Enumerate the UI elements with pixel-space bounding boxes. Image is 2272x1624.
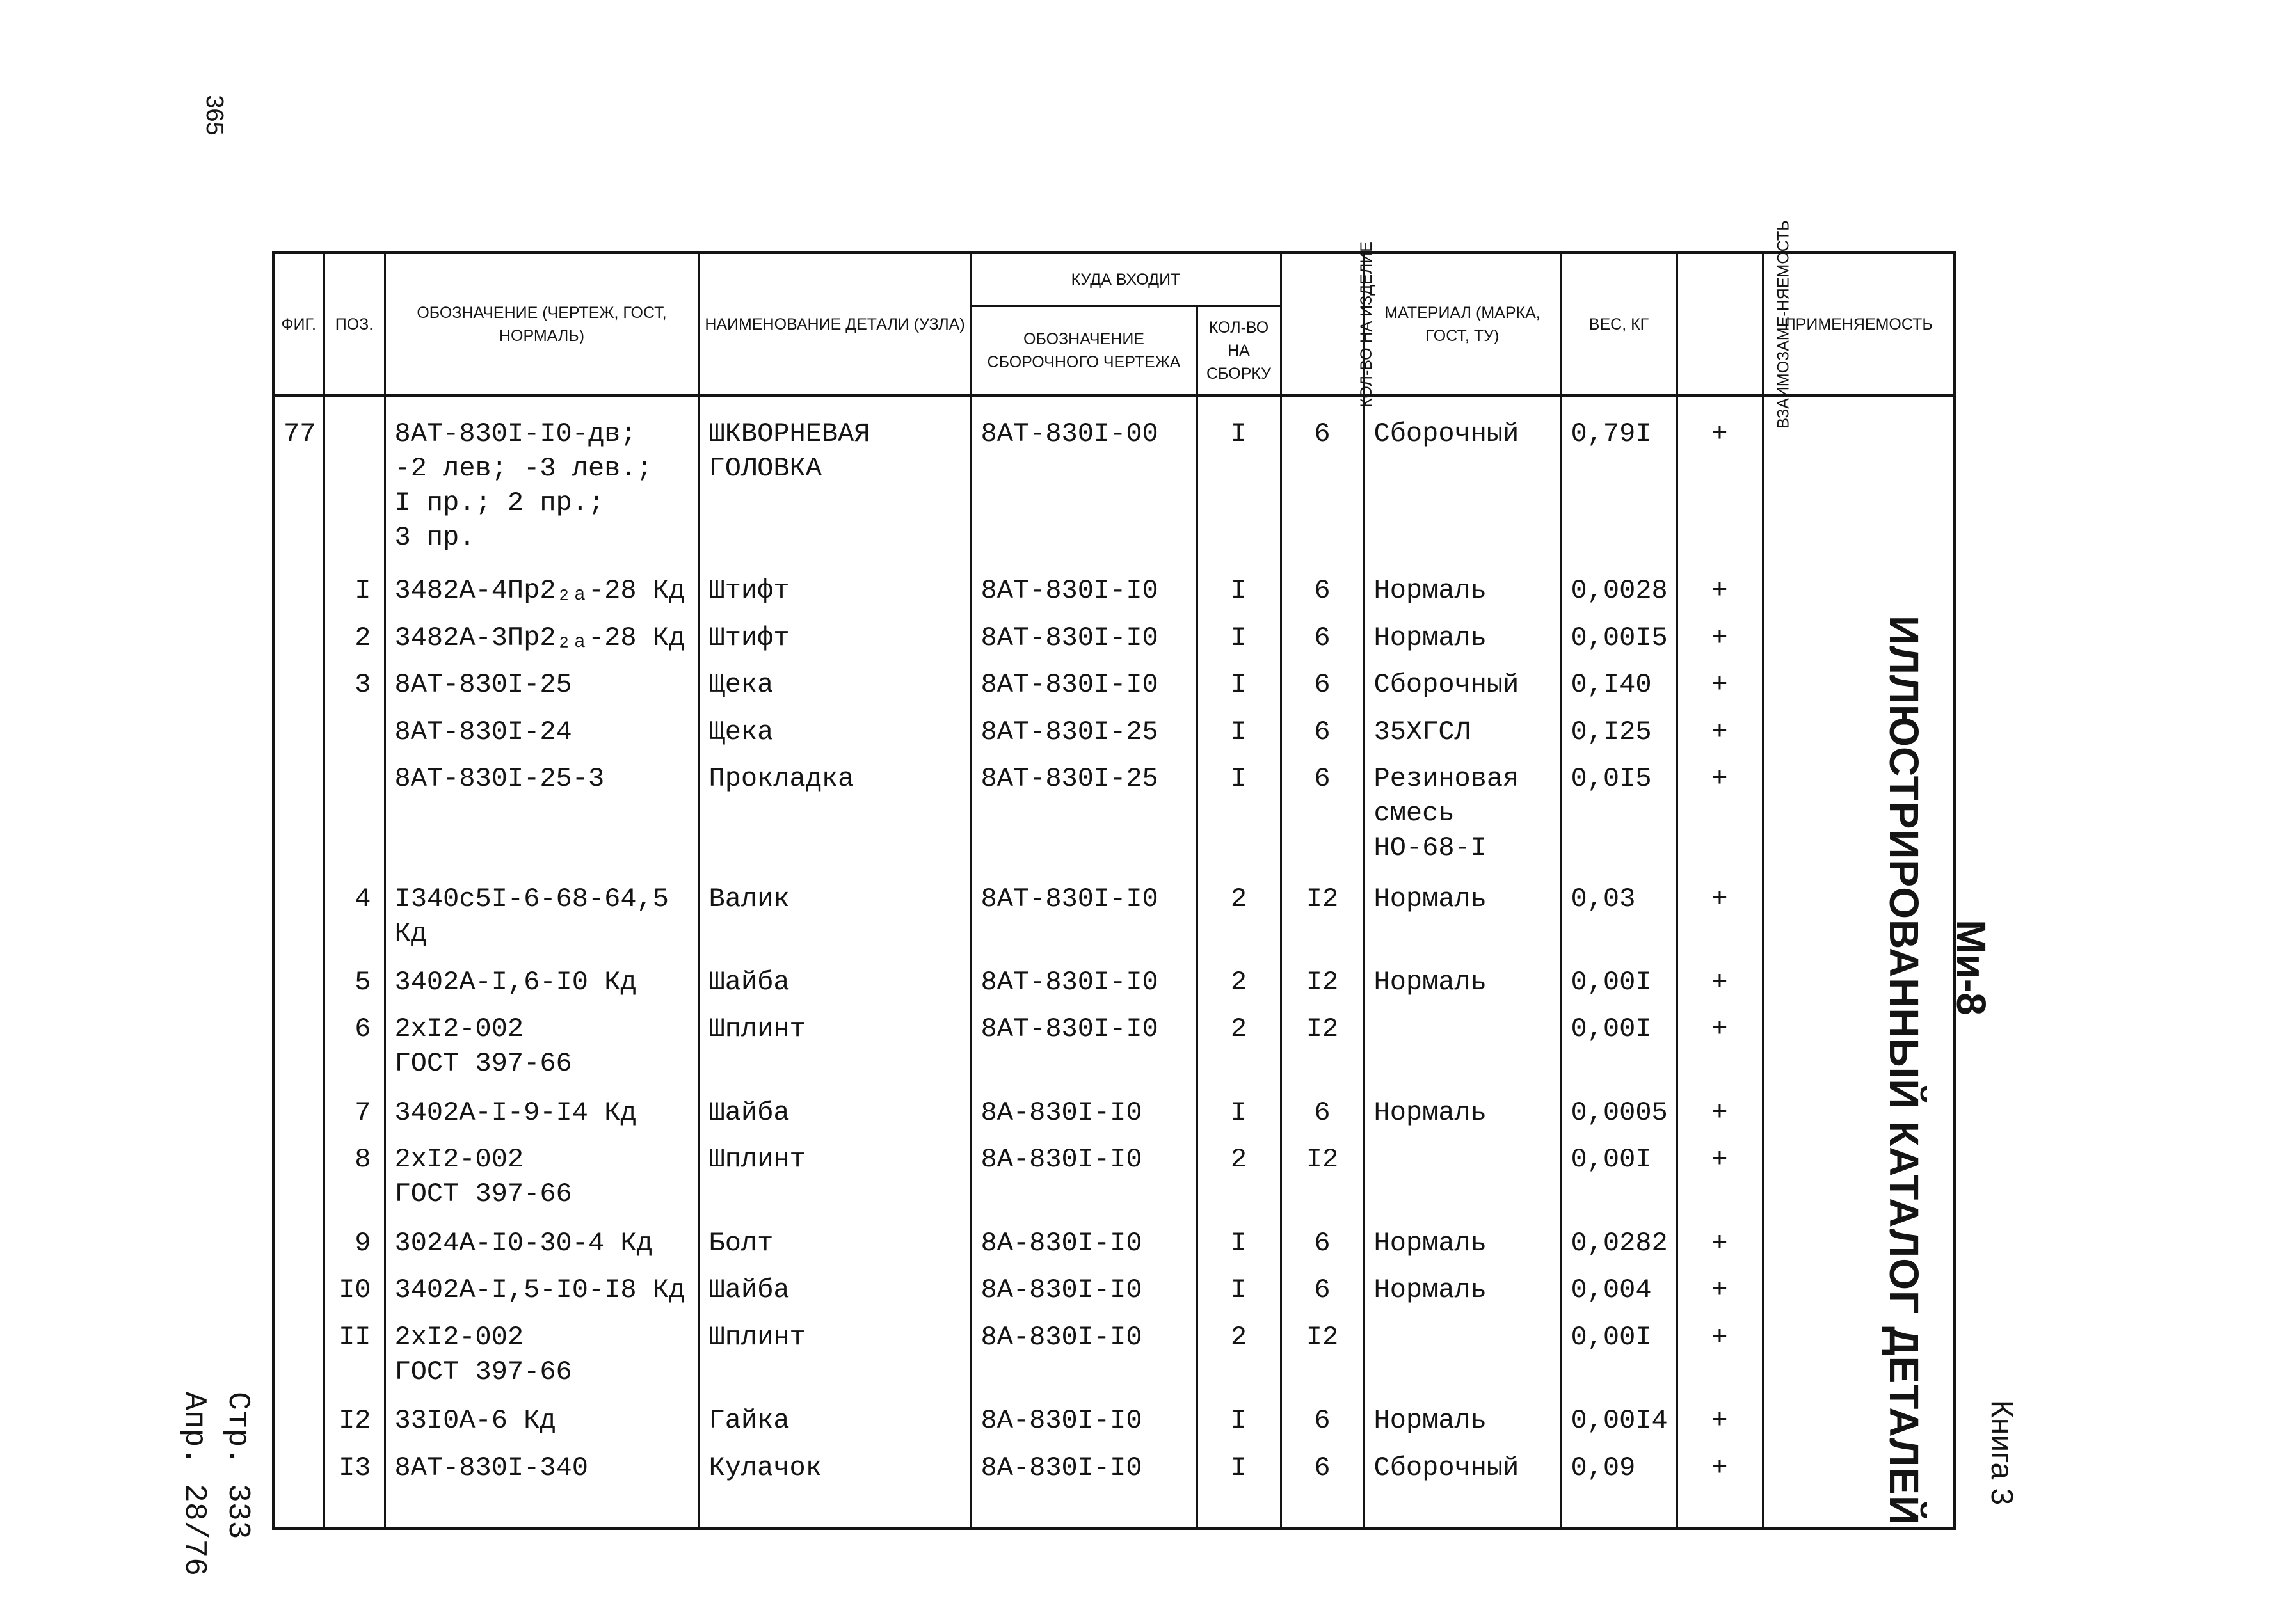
cell-fig [273, 617, 324, 664]
cell-material: Нормаль [1364, 1222, 1561, 1270]
cell-weight: 0,0282 [1561, 1222, 1677, 1270]
cell-applicability [1763, 758, 1955, 877]
cell-pos: I2 [324, 1399, 385, 1447]
cell-applicability [1763, 1138, 1955, 1222]
cell-applicability [1763, 1008, 1955, 1091]
header-fig: ФИГ. [273, 253, 324, 396]
cell-qty-per-assembly: I [1197, 1447, 1281, 1529]
table-body [273, 396, 1955, 1529]
cell-weight: 0,I25 [1561, 711, 1677, 758]
table-row [273, 396, 1955, 570]
cell-interchangeability: + [1677, 1399, 1763, 1447]
cell-part-name: Штифт [699, 569, 971, 617]
cell-qty-per-product: 6 [1281, 1222, 1364, 1270]
cell-designation: 3024A-I0-30-4 Кд [385, 1222, 699, 1270]
cell-designation: 3482A-4Пр2₂ₐ-28 Кд [385, 569, 699, 617]
cell-qty-per-assembly: I [1197, 569, 1281, 617]
cell-designation: 2xI2-002 ГОСТ 397-66 [385, 1008, 699, 1091]
cell-pos: 5 [324, 961, 385, 1008]
cell-pos: I3 [324, 1447, 385, 1529]
cell-designation: 8AT-830I-24 [385, 711, 699, 758]
cell-qty-per-product: 6 [1281, 664, 1364, 711]
cell-pos: II [324, 1316, 385, 1399]
table-row [273, 1399, 1955, 1447]
cell-interchangeability: + [1677, 1222, 1763, 1270]
table-row [273, 1092, 1955, 1139]
cell-material: Сборочный [1364, 664, 1561, 711]
cell-interchangeability: + [1677, 711, 1763, 758]
cell-qty-per-assembly: I [1197, 1269, 1281, 1316]
cell-applicability [1763, 878, 1955, 961]
cell-pos: 7 [324, 1092, 385, 1139]
table-row [273, 664, 1955, 711]
cell-assembly-drawing: 8AT-830I-I0 [971, 1008, 1197, 1091]
cell-weight: 0,09 [1561, 1447, 1677, 1529]
cell-fig [273, 1447, 324, 1529]
cell-applicability [1763, 1447, 1955, 1529]
header-interchangeability: ВЗАИМОЗАМЕ-НЯЕМОСТЬ [1677, 253, 1763, 396]
cell-interchangeability: + [1677, 569, 1763, 617]
book-label: Книга 3 [1985, 1399, 2019, 1506]
cell-designation: 8AT-830I-I0-дв; -2 лев; -3 лев.; I пр.; 2 пр.; 3 пр. [385, 396, 699, 570]
table-row [273, 617, 1955, 664]
cell-qty-per-assembly: I [1197, 617, 1281, 664]
cell-designation: 8AT-830I-25 [385, 664, 699, 711]
cell-fig [273, 1316, 324, 1399]
cell-part-name: Кулачок [699, 1447, 971, 1529]
cell-assembly-drawing: 8AT-830I-25 [971, 711, 1197, 758]
cell-qty-per-product: I2 [1281, 1008, 1364, 1091]
cell-interchangeability: + [1677, 961, 1763, 1008]
cell-assembly-drawing: 8A-830I-I0 [971, 1092, 1197, 1139]
cell-weight: 0,I40 [1561, 664, 1677, 711]
cell-qty-per-assembly: I [1197, 758, 1281, 877]
page-ref-date: Апр. 28/76 [177, 1392, 211, 1577]
cell-qty-per-product: 6 [1281, 1092, 1364, 1139]
table-row [273, 711, 1955, 758]
cell-applicability [1763, 711, 1955, 758]
cell-applicability [1763, 569, 1955, 617]
cell-weight: 0,00I [1561, 1138, 1677, 1222]
cell-qty-per-assembly: 2 [1197, 1316, 1281, 1399]
table-row [273, 1269, 1955, 1316]
cell-material [1364, 1138, 1561, 1222]
cell-fig [273, 569, 324, 617]
header-designation: ОБОЗНАЧЕНИЕ (ЧЕРТЕЖ, ГОСТ, НОРМАЛЬ) [385, 253, 699, 396]
cell-interchangeability: + [1677, 1269, 1763, 1316]
cell-assembly-drawing: 8A-830I-I0 [971, 1269, 1197, 1316]
cell-fig [273, 1269, 324, 1316]
cell-fig [273, 1008, 324, 1091]
table-header [273, 219, 1955, 429]
cell-assembly-drawing: 8A-830I-I0 [971, 1399, 1197, 1447]
cell-qty-per-assembly: 2 [1197, 1138, 1281, 1222]
cell-material: Сборочный [1364, 1447, 1561, 1529]
header-applicability: ПРИМЕНЯЕМОСТЬ [1763, 253, 1955, 396]
cell-qty-per-product: 6 [1281, 396, 1364, 570]
cell-assembly-drawing: 8AT-830I-I0 [971, 664, 1197, 711]
cell-pos [324, 758, 385, 877]
parts-catalog-table [272, 219, 1956, 1530]
cell-interchangeability: + [1677, 1447, 1763, 1529]
cell-assembly-drawing: 8AT-830I-00 [971, 396, 1197, 570]
cell-qty-per-assembly: 2 [1197, 961, 1281, 1008]
cell-part-name: Штифт [699, 617, 971, 664]
cell-part-name: Болт [699, 1222, 971, 1270]
cell-weight: 0,00I [1561, 1008, 1677, 1091]
cell-material: 35ХГСЛ [1364, 711, 1561, 758]
header-where-used: КУДА ВХОДИТ [971, 253, 1281, 306]
cell-applicability [1763, 1222, 1955, 1270]
cell-qty-per-assembly: I [1197, 711, 1281, 758]
cell-assembly-drawing: 8AT-830I-I0 [971, 569, 1197, 617]
cell-designation: 3402A-I,5-I0-I8 Кд [385, 1269, 699, 1316]
cell-interchangeability: + [1677, 1316, 1763, 1399]
cell-qty-per-assembly: 2 [1197, 878, 1281, 961]
cell-designation: 2xI2-002 ГОСТ 397-66 [385, 1138, 699, 1222]
table-row [273, 1008, 1955, 1091]
cell-designation: 2xI2-002 ГОСТ 397-66 [385, 1316, 699, 1399]
cell-material: Нормаль [1364, 617, 1561, 664]
header-qty-per-assembly: КОЛ-ВО НА СБОРКУ [1197, 306, 1281, 396]
cell-pos: 3 [324, 664, 385, 711]
table-row [273, 1138, 1955, 1222]
cell-weight: 0,0I5 [1561, 758, 1677, 877]
cell-pos: 8 [324, 1138, 385, 1222]
cell-interchangeability: + [1677, 617, 1763, 664]
cell-fig: 77 [273, 396, 324, 570]
cell-material: Нормаль [1364, 1269, 1561, 1316]
cell-material: Сборочный [1364, 396, 1561, 570]
cell-qty-per-assembly: I [1197, 1092, 1281, 1139]
header-pos: ПОЗ. [324, 253, 385, 396]
table-row [273, 569, 1955, 617]
cell-pos: I0 [324, 1269, 385, 1316]
cell-designation: 3402A-I-9-I4 Кд [385, 1092, 699, 1139]
cell-pos: 2 [324, 617, 385, 664]
table-row [273, 961, 1955, 1008]
cell-material: Нормаль [1364, 1092, 1561, 1139]
cell-qty-per-product: 6 [1281, 617, 1364, 664]
cell-material: Нормаль [1364, 961, 1561, 1008]
cell-applicability [1763, 1316, 1955, 1399]
cell-qty-per-product: 6 [1281, 569, 1364, 617]
cell-material: Резиновая смесь НО-68-I [1364, 758, 1561, 877]
cell-part-name: Гайка [699, 1399, 971, 1447]
cell-fig [273, 961, 324, 1008]
cell-fig [273, 1399, 324, 1447]
cell-fig [273, 711, 324, 758]
cell-assembly-drawing: 8A-830I-I0 [971, 1316, 1197, 1399]
cell-weight: 0,00I4 [1561, 1399, 1677, 1447]
cell-qty-per-product: 6 [1281, 758, 1364, 877]
cell-pos [324, 396, 385, 570]
header-qty-per-product: КОЛ-ВО НА ИЗДЕЛИЕ [1281, 253, 1364, 396]
cell-designation: 3402A-I,6-I0 Кд [385, 961, 699, 1008]
cell-qty-per-product: I2 [1281, 1316, 1364, 1399]
cell-interchangeability: + [1677, 1008, 1763, 1091]
cell-part-name: Шайба [699, 1092, 971, 1139]
cell-qty-per-assembly: 2 [1197, 1008, 1281, 1091]
cell-part-name: Щека [699, 664, 971, 711]
cell-designation: 8AT-830I-340 [385, 1447, 699, 1529]
cell-applicability [1763, 617, 1955, 664]
cell-weight: 0,00I [1561, 961, 1677, 1008]
cell-designation: 3482A-3Пр2₂ₐ-28 Кд [385, 617, 699, 664]
cell-assembly-drawing: 8AT-830I-I0 [971, 878, 1197, 961]
cell-weight: 0,00I5 [1561, 617, 1677, 664]
cell-pos: 9 [324, 1222, 385, 1270]
cell-applicability [1763, 664, 1955, 711]
header-weight: ВЕС, КГ [1561, 253, 1677, 396]
cell-assembly-drawing: 8AT-830I-25 [971, 758, 1197, 877]
cell-weight: 0,0028 [1561, 569, 1677, 617]
cell-qty-per-product: I2 [1281, 1138, 1364, 1222]
table-row [273, 1222, 1955, 1270]
page-ref-page: Стр. 333 [220, 1392, 255, 1540]
cell-part-name: Шайба [699, 1269, 971, 1316]
cell-part-name: Шайба [699, 961, 971, 1008]
cell-weight: 0,79I [1561, 396, 1677, 570]
cell-assembly-drawing: 8A-830I-I0 [971, 1138, 1197, 1222]
cell-weight: 0,004 [1561, 1269, 1677, 1316]
cell-weight: 0,00I [1561, 1316, 1677, 1399]
cell-part-name: Щека [699, 711, 971, 758]
cell-fig [273, 664, 324, 711]
cell-qty-per-assembly: I [1197, 396, 1281, 570]
aircraft-model: Ми-8 [1948, 919, 1994, 1015]
cell-qty-per-product: 6 [1281, 1269, 1364, 1316]
cell-pos: I [324, 569, 385, 617]
cell-part-name: Прокладка [699, 758, 971, 877]
cell-applicability [1763, 961, 1955, 1008]
cell-applicability [1763, 1399, 1955, 1447]
cell-assembly-drawing: 8A-830I-I0 [971, 1447, 1197, 1529]
cell-designation: I340c5I-6-68-64,5 Кд [385, 878, 699, 961]
cell-material [1364, 1316, 1561, 1399]
cell-weight: 0,0005 [1561, 1092, 1677, 1139]
cell-part-name: Валик [699, 878, 971, 961]
cell-part-name: Шплинт [699, 1008, 971, 1091]
cell-assembly-drawing: 8AT-830I-I0 [971, 961, 1197, 1008]
cell-assembly-drawing: 8A-830I-I0 [971, 1222, 1197, 1270]
cell-interchangeability: + [1677, 396, 1763, 570]
cell-interchangeability: + [1677, 1138, 1763, 1222]
cell-interchangeability: + [1677, 1092, 1763, 1139]
cell-interchangeability: + [1677, 878, 1763, 961]
cell-qty-per-product: 6 [1281, 711, 1364, 758]
cell-material: Нормаль [1364, 878, 1561, 961]
table-row [273, 1447, 1955, 1529]
cell-qty-per-assembly: I [1197, 664, 1281, 711]
header-material: МАТЕРИАЛ (МАРКА, ГОСТ, ТУ) [1364, 253, 1561, 396]
cell-weight: 0,03 [1561, 878, 1677, 961]
cell-assembly-drawing: 8AT-830I-I0 [971, 617, 1197, 664]
cell-part-name: ШКВОРНЕВАЯ ГОЛОВКА [699, 396, 971, 570]
cell-fig [273, 1222, 324, 1270]
cell-fig [273, 878, 324, 961]
cell-material: Нормаль [1364, 1399, 1561, 1447]
cell-part-name: Шплинт [699, 1316, 971, 1399]
cell-material [1364, 1008, 1561, 1091]
cell-applicability [1763, 1092, 1955, 1139]
cell-fig [273, 1138, 324, 1222]
cell-qty-per-assembly: I [1197, 1222, 1281, 1270]
table-row [273, 878, 1955, 961]
cell-interchangeability: + [1677, 664, 1763, 711]
page-number: 365 [201, 95, 228, 136]
cell-qty-per-product: I2 [1281, 878, 1364, 961]
cell-qty-per-product: 6 [1281, 1399, 1364, 1447]
table-row [273, 1316, 1955, 1399]
page-reference [170, 1392, 259, 1577]
cell-designation: 33I0A-6 Кд [385, 1399, 699, 1447]
catalog-title: ИЛЛЮСТРИРОВАННЫЙ КАТАЛОГ ДЕТАЛЕЙ [1881, 616, 1927, 1525]
cell-fig [273, 1092, 324, 1139]
cell-pos: 4 [324, 878, 385, 961]
header-part-name: НАИМЕНОВАНИЕ ДЕТАЛИ (УЗЛА) [699, 253, 971, 396]
cell-designation: 8AT-830I-25-3 [385, 758, 699, 877]
cell-fig [273, 758, 324, 877]
cell-qty-per-product: 6 [1281, 1447, 1364, 1529]
cell-pos [324, 711, 385, 758]
cell-pos: 6 [324, 1008, 385, 1091]
header-assembly-drawing: ОБОЗНАЧЕНИЕ СБОРОЧНОГО ЧЕРТЕЖА [971, 306, 1197, 396]
cell-qty-per-product: I2 [1281, 961, 1364, 1008]
cell-applicability [1763, 1269, 1955, 1316]
table-row [273, 758, 1955, 877]
cell-interchangeability: + [1677, 758, 1763, 877]
cell-part-name: Шплинт [699, 1138, 971, 1222]
cell-qty-per-assembly: I [1197, 1399, 1281, 1447]
cell-material: Нормаль [1364, 569, 1561, 617]
